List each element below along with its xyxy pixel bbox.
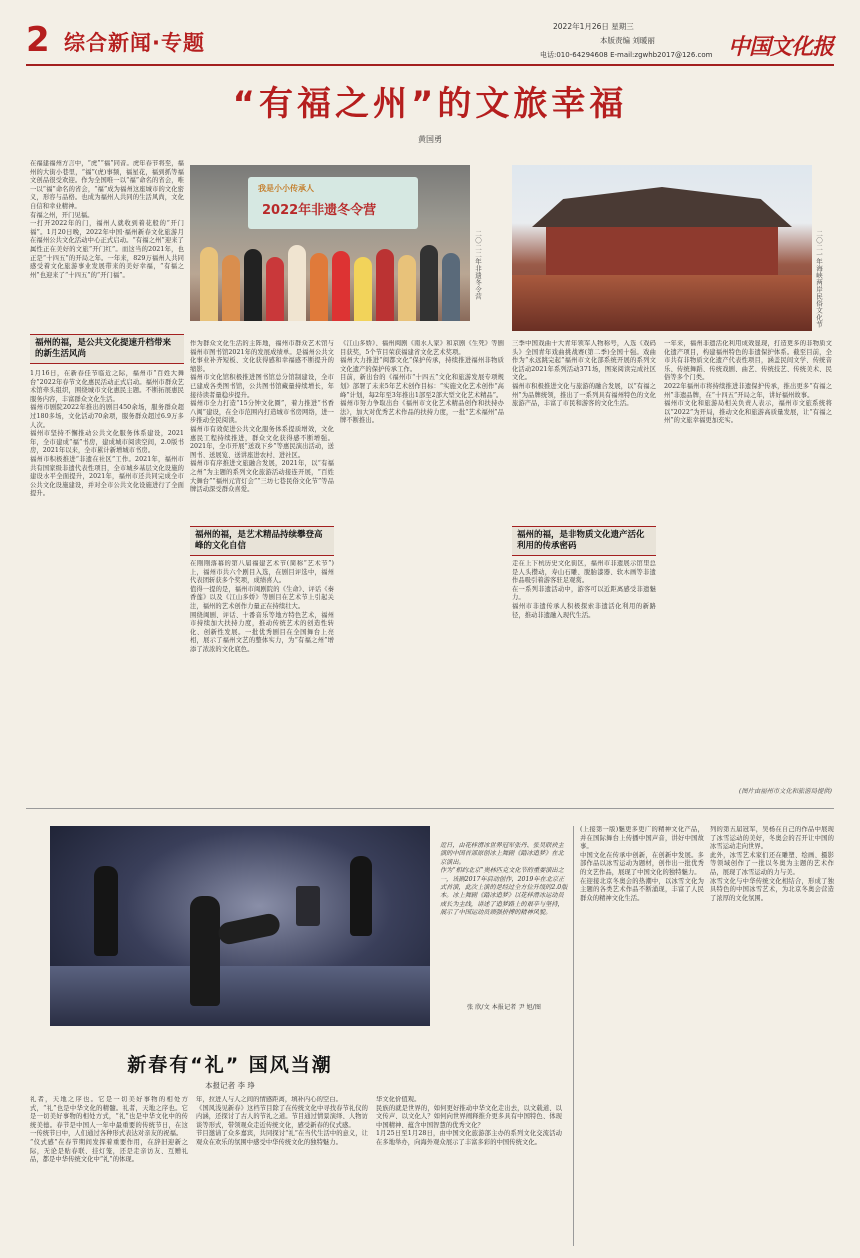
story1-section1-text: 1月16日，在新春佳节临近之际，福州市“百姓大舞台”2022年春节文化惠民活动正式启动。福州市群众艺术馆牵头组织，围绕城市文化惠民主题。不断拓展惠民服务内容，丰富群众文化生活。 福州市剧院2022年推出的剧目450余场，服务群众超过180多场，文化活动70余项，服务群众超过6.9万多人次。 福州市坚持不懈推动公共文化服务体系建设，2021年，全市建成“福”书房，建成城市阅读空间，2.0版书房，2021年以来，全市累计新增城市书房。 福州市积极推进“非遗在社区”工作。2021年，福州市共有国家级非遗代表性项目，全市城乡基层文化设施的建设水平全面提升，2021年，福州市还共同完成全市公共文化设施建设，并对全市公共文化设施进行了全面提升。 <box>30 370 184 498</box>
skater-pair <box>190 896 220 1006</box>
issue-date: 2022年1月26日 星期三 <box>553 22 634 31</box>
children-group <box>200 227 462 321</box>
photo-ice-dance <box>50 826 430 1026</box>
story2-col-a: 礼者，天地之序也。它是一切美好事物的相处方式，“礼”也是中华文化的精髓。礼者，天地之序也。它是一切美好事物的相处方式，“礼”也是中华文化中的传统美德。春节是中国人一年中最重要的传统节日，在这一传统节日中，人们通过各种形式表达对亲友的祝福。 “仪式感”在春节期间发挥着重要作用，在辞旧迎新之际，无论是贴春联、挂灯笼，还是走亲访友、互赠礼品，都是中华传统文化中“礼”的体现。 <box>30 1096 188 1164</box>
banner-title: 2022年非遗冬令营 <box>262 203 377 218</box>
section-title: 综合新闻·专题 <box>64 31 205 55</box>
rink-floor <box>50 966 430 1026</box>
story1-byline: 黄国勇 <box>418 135 442 144</box>
page-editor: 本版责编 刘暖丽 <box>600 36 655 45</box>
story1-intro-text: 在福建福州方言中，“虎”“福”同音。虎年春节将至，福州的大街小巷里，“福”(虎)事频，福星花，福到抓等福文创品很受欢迎。作为全国唯一以“福”命名的省会，唯一以“福”命名的省会，“福”成为福州这座城市的文化密义，形容与品格。也成为福州人共同的生活风尚，文化自信和幸业精神。 有福之州，开门见福。 一打开2022年的门，福州人就收到着花般的“开门福”。1月20日晚，2022年中国·福州新春文化旅游月在福州公共文化活动中心正式启动。“有福之州”迎来了属性正在美好的文旅“开门红”。而这当的2021年，也正是“十四五”的开局之年。一年来，829万福州人共同感受着文化旅游事业发展带来的美好幸福，“有福之州”也迎来了“十四五”的“开门福”。 <box>30 160 184 279</box>
story1-col5b-text: 走在上下杭历史文化街区，福州市非遗展示馆里总是人头攒动，寿山石雕、脱胎漆器、软木画等非遗作品吸引着游客驻足观赏。 在一系列非遗活动中，游客可以近距离感受非遗魅力。 福州市非遗传承人积极探索非遗活化利用的新路径，推动非遗融入现代生活。 <box>512 560 656 619</box>
page-number: 2 <box>26 20 50 60</box>
masthead <box>0 0 860 68</box>
story2-photo-credit: 张 欣/文 本报记者 尹 旭/图 <box>467 1004 541 1011</box>
divider-line <box>26 808 834 809</box>
banner-small-text: 我是小小传承人 <box>258 184 314 193</box>
stage-barrel <box>296 886 320 926</box>
photo-winter-camp <box>190 165 470 321</box>
story1-col4-text: 《江山多娇》、福州闽剧《南水人家》和京剧《生死》等剧目获奖，5个节目荣获福建省文化艺术奖项。 福州大力推进“闽都文化”保护传承，持续推进福州非物质文化遗产的保护传承工作。 目前，新出台的《福州市“十四五”文化和旅游发展专项规划》部署了未来5年艺术创作目标：“实施文化艺术创作“高峰”计划，每2年至3年推出1部至2部大型文化艺术精品”。 福州市努力争取出台《福州市文化艺术精品创作和扶持办法》，加大对优秀艺术作品的扶持力度，一批“艺术福州”品牌不断推出。 <box>340 340 504 425</box>
photo-temple <box>512 165 812 331</box>
temple-roof <box>532 187 792 227</box>
story1-col3-text: 在刚刚落幕的第八届福建艺术节(简称“艺术节”)上，福州市共六个剧目入选，在剧目评选中，福州代表团斩获多个奖项，成绩喜人。 值得一提的是，福州市闽剧院的《生命》、评话《秦香莲》以及《江山多娇》等剧目在艺术节上引起关注，福州的艺术创作力量正在持续壮大。 围绕闽剧、评话、十番音乐等地方特色艺术，福州市持续加大扶持力度，推动传统艺术的创造性转化、创新性发展。一批优秀剧目在全国舞台上亮相，展示了福州文艺的整体实力，为“有福之州”增添了浓浓的文化底色。 <box>190 560 334 653</box>
story2-photo-caption: 近日，由花样滑冰世界冠军张丹、张昊联袂主演的中国首部原创冰上舞剧《踏冰追梦》在北京演出。 作为“相约北京”奥林匹克文化节的重要演出之一，该剧2017年启动创作，2019年在北京正式首演，此次上演的是经过全方位升级的2.0版本。冰上舞剧《踏冰追梦》以花样滑冰运动员成长为主线，讲述了追梦路上的艰辛与坚持，展示了中国运动员顽强拼搏的精神风貌。 <box>440 842 568 917</box>
skater-partner <box>216 912 281 946</box>
story2-col-b: 年，拉进人与人之间的情感距离，填补内心的空白。 《国风浅见新春》这档节目除了在传统文化中寻找春节礼仪的内涵，还探讨了古人的节礼之道。节目通过情景演绎、人物访谈等形式，带领观众走近传统文化，感受新春的仪式感。 节目邀请了众多嘉宾，共同探讨“礼”在当代生活中的意义，让观众在欢乐的氛围中感受中华传统文化的独特魅力。 <box>196 1096 368 1146</box>
story2-col-d: (上接第一版)魅更多更广的精神文化产品，并在国际舞台上传播中国声音，讲好中国故事。 中国文化在传承中创新，在创新中发展。多部作品以冰雪运动为题材，创作出一批优秀的文艺作品，展现了中国文化的独特魅力。 在迎接北京冬奥会的热潮中，以冰雪文化为主题的各类艺术作品不断涌现，丰富了人民群众的精神文化生活。 <box>580 826 704 902</box>
story2-headline: 新春有“礼” 国风当潮 <box>127 1054 333 1076</box>
story1-subhead-3: 福州的福，是非物质文化遗产活化利用的传承密码 <box>512 526 656 556</box>
skater-left <box>94 866 118 956</box>
story2-col-c: 华文化价值观。 民族的就是世界的，如何更好推动中华文化走出去，以文载道、以文传声、以文化人？如何向世界阐释推介更多具有中国特色、体现中国精神、蕴含中国智慧的优秀文化？ 1月25日至1月28日，由中国文化旅游部主办的系列文化交流活动在多地举办，向海外观众展示了丰富多彩的中国传统文化。 <box>376 1096 562 1146</box>
story1-col5-text: 三季中国戏曲十大青年领军人物称号，入选《戏码头》全国青年戏曲挑战赛(第二季)全国十强。戏曲作为“永远跳完起”福州市文化部系统开展的系列文化活动2021年系列活动371场，图案阅读完成社区文化。 福州市积极推进文化与旅游的融合发展，以“有福之州”为品牌统领，推出了一系列具有福州特色的文化旅游产品，丰富了市民和游客的文化生活。 <box>512 340 656 408</box>
skater-right <box>350 856 372 936</box>
column-divider <box>573 826 574 1246</box>
story2-col-e: 列的第五届冠军，吴杨在自己的作品中展现了冰雪运动的美好，冬奥会的召开让中国的冰雪运动走向世界。 此外，冰雪艺术家们还在雕塑、绘画、摄影等领域创作了一批以冬奥为主题的艺术作品，展现了冰雪运动的力与美。 冰雪文化与中华传统文化相结合，形成了独具特色的中国冰雪艺术，为北京冬奥会营造了浓厚的文化氛围。 <box>710 826 834 902</box>
contact-info: 电话:010-64294608 E-mail:zgwhb2017@126.com <box>540 51 713 59</box>
story1-col6-text: 一年来，福州非遗活化利用成效显现，打造更多的非物质文化遗产项目，构建福州特色的非遗保护体系。截至目前，全市共有非物质文化遗产代表性项目，涵盖民间文学、传统音乐、传统舞蹈、传统戏剧、曲艺、传统技艺、传统美术、民俗等多个门类。 2022年福州市将持续推进非遗保护传承，推出更多“有福之州”非遗品牌，在“十四五”开局之年，讲好福州故事。 福州市文化和旅游局相关负责人表示，福州市文旅系统将以“2022”为开局，推动文化和旅游高质量发展，让“有福之州”的文旅幸福更加充实。 <box>664 340 832 425</box>
story1-headline: “有福之州”的文旅幸福 <box>232 84 628 124</box>
temple-hall <box>546 227 778 275</box>
story1-subhead-2: 福州的福，是艺术精品持续攀登高峰的文化自信 <box>190 526 334 556</box>
masthead-rule <box>26 64 834 66</box>
photo1-caption: 二〇二二年非遗冬令营 <box>474 230 482 300</box>
newspaper-logo: 中国文化报 <box>728 34 834 60</box>
story2-byline: 本报记者 李 琤 <box>205 1081 255 1090</box>
story1-subhead-1: 福州的福，是公共文化提速升档带来的新生活风尚 <box>30 334 184 364</box>
photo2-caption: 二〇二一年海峡两岸民俗文化节 <box>815 230 823 328</box>
temple-crowd <box>512 275 812 331</box>
story1-photo-credit: (图片由福州市文化和旅游局提供) <box>738 788 832 795</box>
story1-col2-text: 作为群众文化生活的主阵地，福州市群众艺术馆与福州市图书馆2021年的发展成绩单。是福州公共文化事业补齐短板、文化获得感和幸福感不断提升的缩影。 福州市文化馆积极推进图书馆总分馆制建设，全市已建成各类图书馆，公共图书馆藏量持续增长，年接待读者量稳步提升。 福州市全力打造“15分钟文化圈”，着力推进“书香八闽”建设，在全市范围内打造城市书房网络，进一步推动全民阅读。 福州市有效促进公共文化服务体系提质增效，文化惠民工程持续推进，群众文化获得感不断增强。2021年，全市开展“送戏下乡”等惠民演出活动，送图书、送展览、送讲座进农村、进社区。 福州市有序推进文旅融合发展，2021年，以“有福之州”为主题的系列文化旅游活动接连开展，“百姓大舞台”“福州元宵灯会”“三坊七巷民俗文化节”等品牌活动深受群众喜爱。 <box>190 340 334 494</box>
stage-banner <box>248 177 418 229</box>
